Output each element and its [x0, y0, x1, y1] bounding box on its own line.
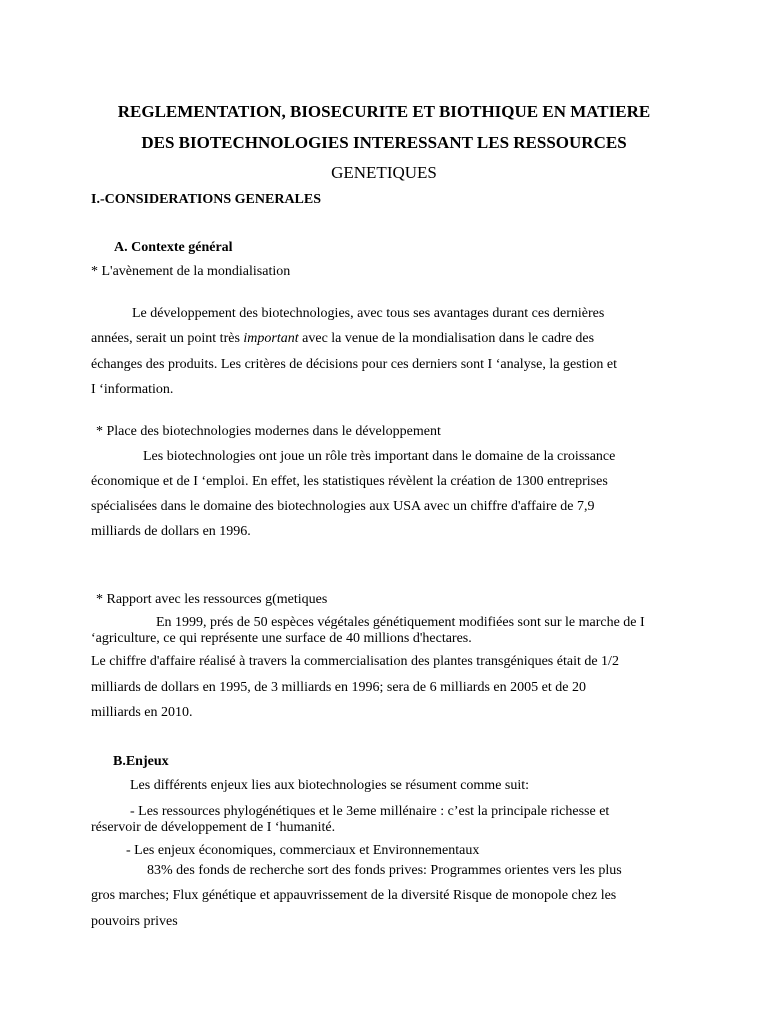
bullet-rapport-ressources: * Rapport avec les ressources g(metiques: [96, 592, 328, 607]
paragraph-2-line-4: milliards de dollars en 1996.: [91, 524, 251, 539]
document-title-line-3: GENETIQUES: [331, 163, 437, 182]
paragraph-3-line-5: milliards en 2010.: [91, 705, 193, 720]
paragraph-3-line-1: En 1999, prés de 50 espèces végétales génétiquement modifiées sont sur le marche de I: [156, 615, 645, 630]
paragraph-3-line-2: ‘agriculture, ce qui représente une surface de 40 millions d'hectares.: [91, 631, 472, 646]
bullet-place-biotechnologies: * Place des biotechnologies modernes dans le développement: [96, 424, 441, 439]
enjeux-item-1-line-2: réservoir de développement de I ‘humanité.: [91, 820, 336, 835]
enjeux-intro: Les différents enjeux lies aux biotechnologies se résument comme suit:: [130, 778, 530, 793]
enjeux-item-1-line-1: - Les ressources phylogénétiques et le 3eme millénaire : c’est la principale richesse et: [130, 804, 610, 819]
paragraph-2-line-3: spécialisées dans le domaine des biotechnologies aux USA avec un chiffre d'affaire de 7,9: [91, 499, 595, 514]
paragraph-4-line-1: 83% des fonds de recherche sort des fonds prives: Programmes orientes vers les plus: [147, 863, 622, 878]
subsection-heading-a: A. Contexte général: [114, 240, 233, 255]
document-title-line-1: REGLEMENTATION, BIOSECURITE ET BIOTHIQUE EN MATIERE: [117, 102, 651, 121]
bullet-mondialisation: * L'avènement de la mondialisation: [91, 264, 291, 279]
paragraph-3-line-3: Le chiffre d'affaire réalisé à travers la commercialisation des plantes transgéniques était de 1/2: [91, 654, 619, 669]
paragraph-1-line-2-end: avec la venue de la mondialisation dans le cadre des: [298, 331, 595, 346]
paragraph-2-line-1: Les biotechnologies ont joue un rôle très important dans le domaine de la croissance: [143, 449, 616, 464]
emphasis-important: important: [243, 331, 299, 346]
paragraph-1-line-3: échanges des produits. Les critères de décisions pour ces derniers sont I ‘analyse, la gestion et: [91, 357, 617, 372]
paragraph-3-line-4: milliards de dollars en 1995, de 3 milliards en 1996; sera de 6 milliards en 2005 et de 20: [91, 680, 586, 695]
paragraph-4-line-2: gros marches; Flux génétique et appauvrissement de la diversité Risque de monopole chez les: [91, 888, 617, 903]
section-heading: I.-CONSIDERATIONS GENERALES: [91, 192, 322, 207]
paragraph-1-line-1: Le développement des biotechnologies, avec tous ses avantages durant ces dernières: [132, 306, 605, 321]
enjeux-item-2: - Les enjeux économiques, commerciaux et Environnementaux: [126, 843, 480, 858]
paragraph-1-line-2-start: années, serait un point très: [91, 331, 244, 346]
subsection-heading-b: B.Enjeux: [113, 754, 169, 769]
document-title-line-2: DES BIOTECHNOLOGIES INTERESSANT LES RESSOURCES: [141, 133, 627, 152]
paragraph-1-line-4: I ‘information.: [91, 382, 174, 397]
paragraph-4-line-3: pouvoirs prives: [91, 914, 178, 929]
paragraph-2-line-2: économique et de I ‘emploi. En effet, les statistiques révèlent la création de 1300 entreprises: [91, 474, 608, 489]
paragraph-1-line-2: [91, 331, 594, 347]
